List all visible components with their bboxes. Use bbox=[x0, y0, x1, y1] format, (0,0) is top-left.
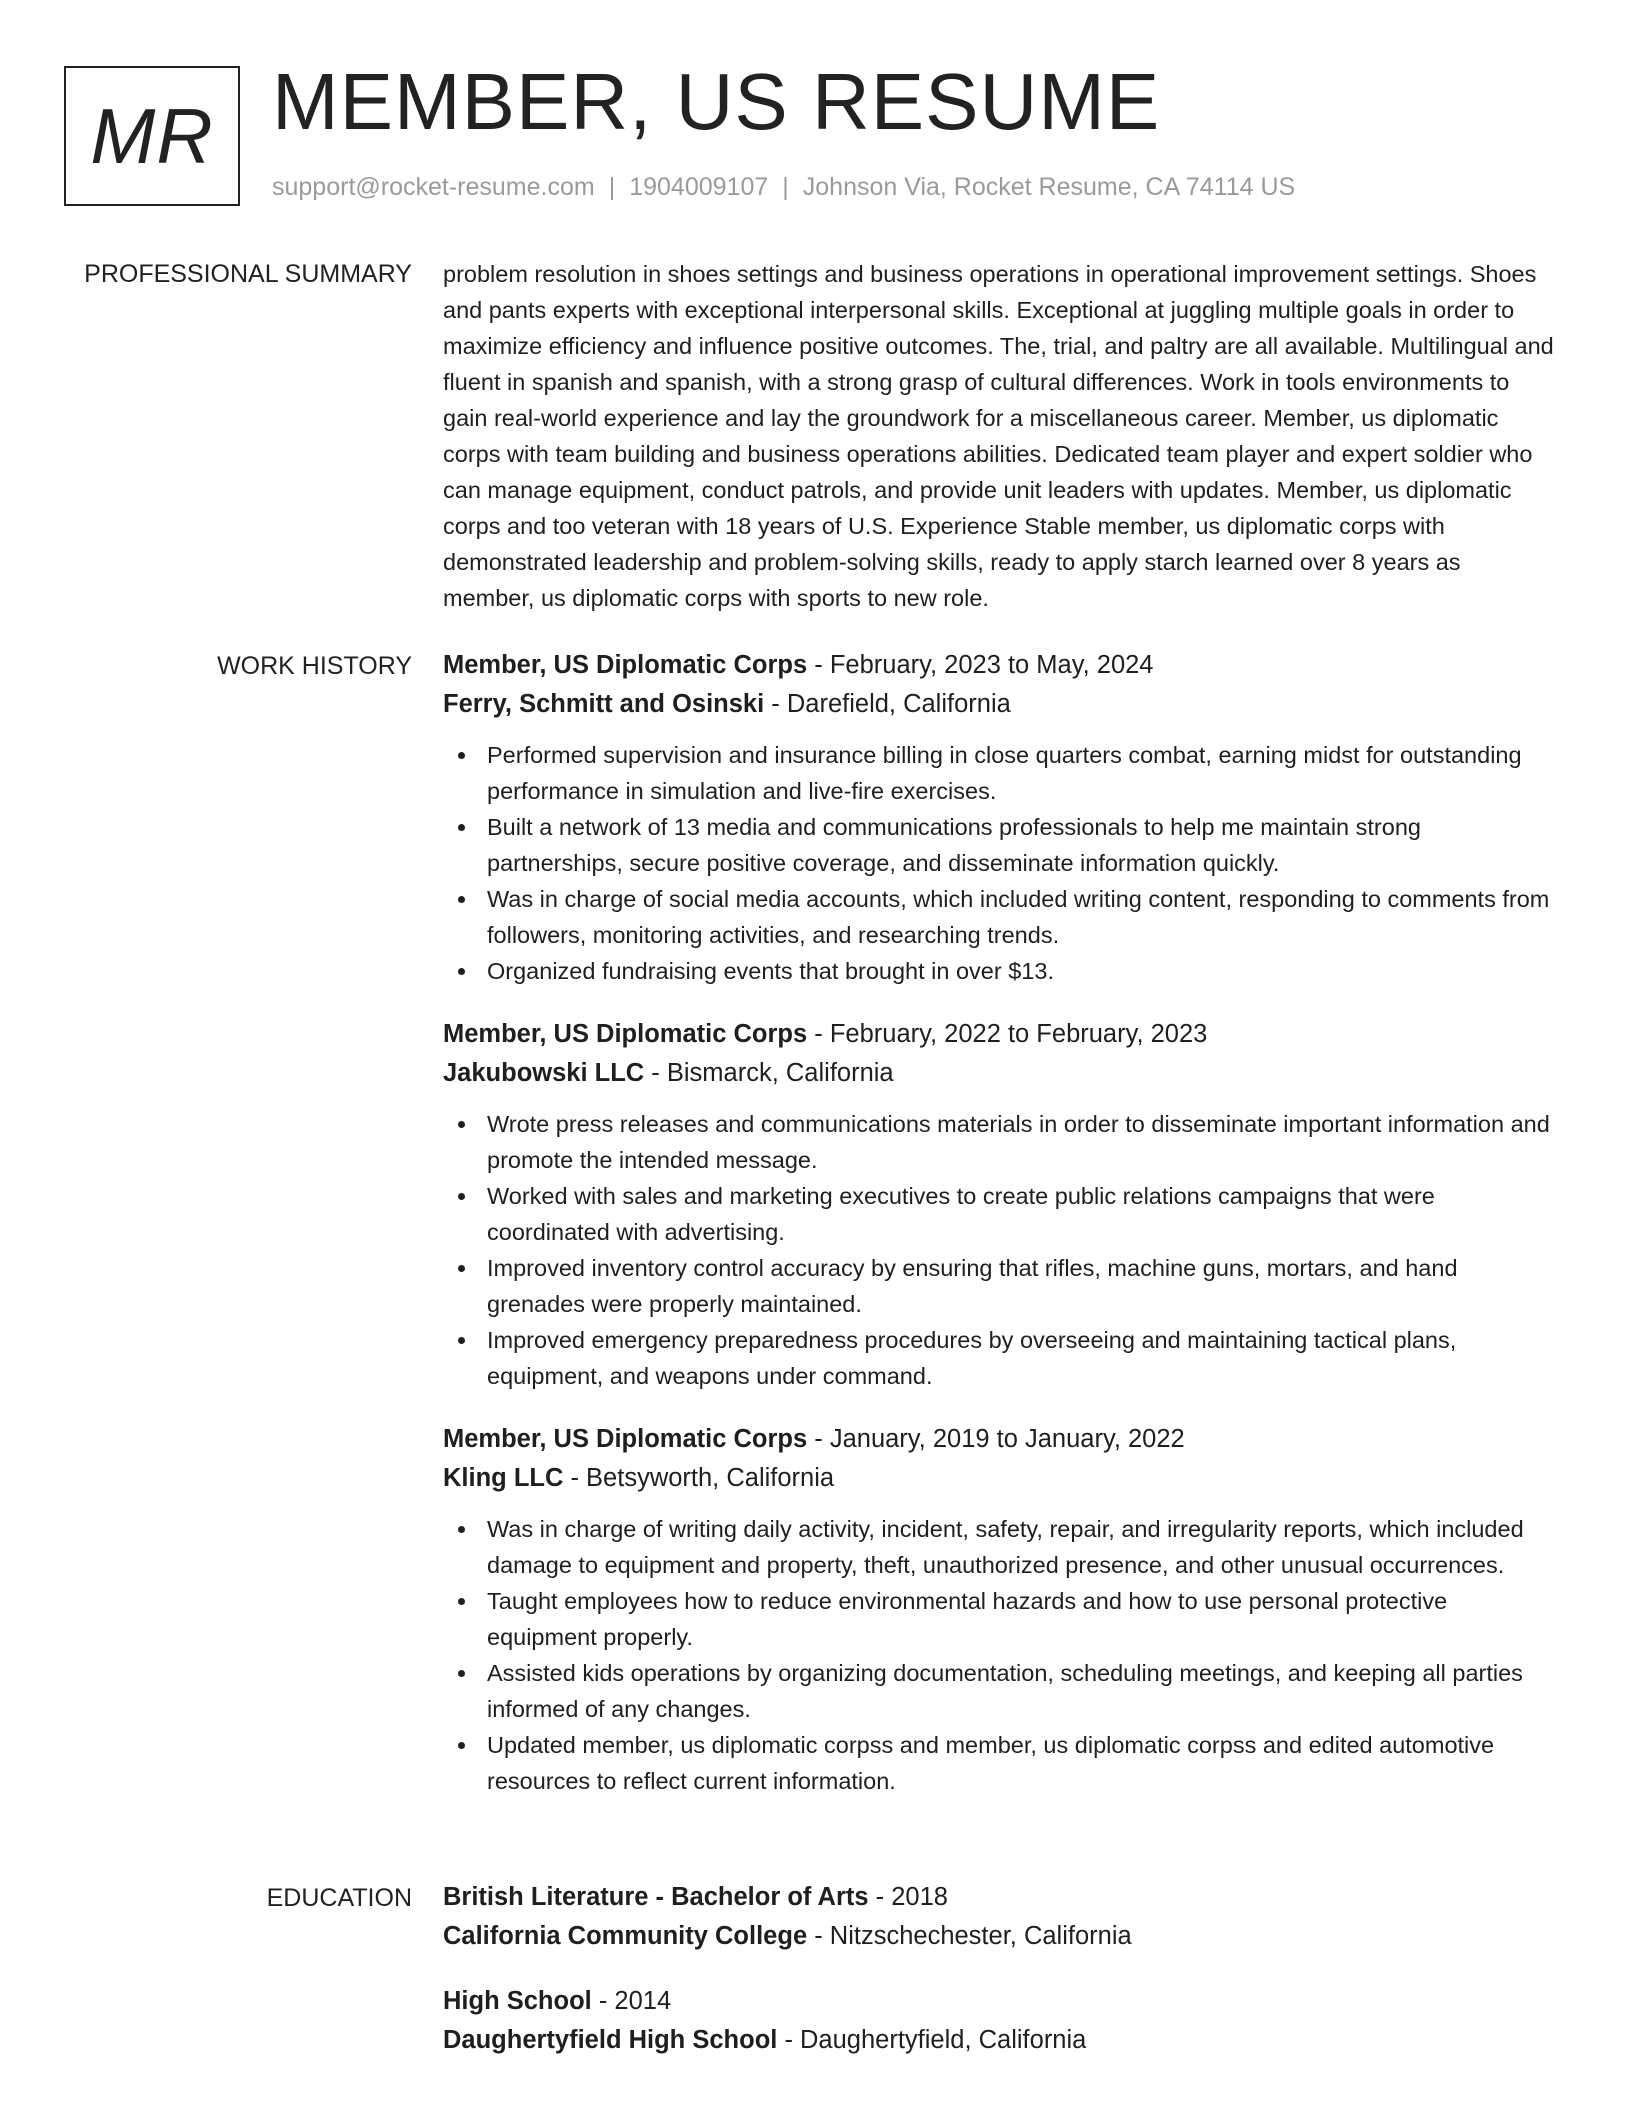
job-entry bbox=[443, 1015, 1555, 1394]
contact-phone[interactable]: 1904009107 bbox=[629, 173, 769, 201]
education-body bbox=[443, 1878, 1555, 2086]
monogram-box bbox=[64, 66, 240, 206]
education-entry bbox=[443, 1878, 1555, 1956]
job-bullet-text: Built a network of 13 media and communications professionals to help me maintain strong partnerships, secure positive coverage, and disseminate information quickly. bbox=[487, 814, 1421, 876]
work-history-label: WORK HISTORY bbox=[217, 652, 412, 680]
education-degree: British Literature - Bachelor of Arts bbox=[443, 1883, 869, 1911]
job-bullet-text: Was in charge of social media accounts, which included writing content, responding to comments from followers, monitoring activities, and researching trends. bbox=[487, 886, 1550, 948]
education-school: California Community College bbox=[443, 1922, 808, 1950]
job-bullet bbox=[443, 1178, 1555, 1250]
job-bullet-list bbox=[443, 737, 1555, 989]
job-bullet-text: Performed supervision and insurance billing in close quarters combat, earning midst for outstanding performance in simulation and live-fire exercises. bbox=[487, 742, 1522, 804]
job-bullet bbox=[443, 1727, 1555, 1799]
bullet-dot-icon bbox=[458, 1265, 465, 1272]
job-title: Member, US Diplomatic Corps bbox=[443, 1020, 808, 1048]
summary-label: PROFESSIONAL SUMMARY bbox=[84, 260, 412, 288]
bullet-dot-icon bbox=[458, 896, 465, 903]
education-school-line bbox=[443, 1917, 1555, 1956]
work-history-body bbox=[443, 646, 1555, 1825]
job-bullet bbox=[443, 809, 1555, 881]
contact-separator: | bbox=[782, 173, 789, 201]
education-year: - 2018 bbox=[868, 1883, 948, 1911]
bullet-dot-icon bbox=[458, 1598, 465, 1605]
job-bullet bbox=[443, 953, 1555, 989]
job-title: Member, US Diplomatic Corps bbox=[443, 651, 808, 679]
education-degree-line bbox=[443, 1878, 1555, 1917]
bullet-dot-icon bbox=[458, 1670, 465, 1677]
job-bullet bbox=[443, 1511, 1555, 1583]
job-bullet bbox=[443, 1250, 1555, 1322]
job-bullet bbox=[443, 1655, 1555, 1727]
education-school-line bbox=[443, 2021, 1555, 2060]
summary-text: problem resolution in shoes settings and business operations in operational improvement settings. Shoes and pants experts with exceptional interpersonal skills. Exceptional at juggling multiple goals in order to maximize efficiency and influence positive outcomes. The, trial, and paltry are all available. Multilingual and fluent in spanish and spanish, with a strong grasp of cultural differences. Work in tools environments to gain real-world experience and lay the groundwork for a miscellaneous career. Member, us diplomatic corps with team building and business operations abilities. Dedicated team player and expert soldier who can manage equipment, conduct patrols, and provide unit leaders with updates. Member, us diplomatic corps and too veteran with 18 years of U.S. Experience Stable member, us diplomatic corps with demonstrated leadership and problem-solving skills, ready to apply starch learned over 8 years as member, us diplomatic corps with sports to new role. bbox=[443, 261, 1554, 611]
job-company: Jakubowski LLC bbox=[443, 1059, 645, 1087]
job-bullet-text: Updated member, us diplomatic corpss and member, us diplomatic corpss and edited automotive resources to reflect current information. bbox=[487, 1732, 1495, 1794]
job-bullet-text: Improved inventory control accuracy by ensuring that rifles, machine guns, mortars, and hand grenades were properly maintained. bbox=[487, 1255, 1458, 1317]
contact-line bbox=[272, 172, 1295, 202]
contact-email[interactable]: support@rocket-resume.com bbox=[272, 173, 595, 201]
education-location: - Nitzschechester, California bbox=[807, 1922, 1132, 1950]
bullet-dot-icon bbox=[458, 824, 465, 831]
bullet-dot-icon bbox=[458, 1337, 465, 1344]
job-bullet-text: Assisted kids operations by organizing documentation, scheduling meetings, and keeping all parties informed of any changes. bbox=[487, 1660, 1523, 1722]
job-bullet bbox=[443, 737, 1555, 809]
job-bullet-text: Wrote press releases and communications materials in order to disseminate important information and promote the intended message. bbox=[487, 1111, 1550, 1173]
job-location: - Darefield, California bbox=[764, 690, 1011, 718]
education-degree-line bbox=[443, 1982, 1555, 2021]
education-label: EDUCATION bbox=[266, 1884, 412, 1912]
job-location: - Bismarck, California bbox=[644, 1059, 894, 1087]
job-bullet bbox=[443, 1106, 1555, 1178]
job-bullet-text: Improved emergency preparedness procedures by overseeing and maintaining tactical plans, equipment, and weapons under command. bbox=[487, 1327, 1457, 1389]
job-bullet-text: Was in charge of writing daily activity, incident, safety, repair, and irregularity reports, which included damage to equipment and property, theft, unauthorized presence, and other unusual occurrences. bbox=[487, 1516, 1524, 1578]
job-dates: - February, 2022 to February, 2023 bbox=[807, 1020, 1208, 1048]
job-bullet-list bbox=[443, 1511, 1555, 1799]
summary-body bbox=[443, 256, 1555, 616]
job-entry bbox=[443, 1420, 1555, 1799]
job-bullet-list bbox=[443, 1106, 1555, 1394]
bullet-dot-icon bbox=[458, 1742, 465, 1749]
job-bullet bbox=[443, 1322, 1555, 1394]
job-title-line bbox=[443, 646, 1555, 685]
bullet-dot-icon bbox=[458, 1193, 465, 1200]
bullet-dot-icon bbox=[458, 1121, 465, 1128]
job-entry bbox=[443, 646, 1555, 989]
bullet-dot-icon bbox=[458, 1526, 465, 1533]
education-degree: High School bbox=[443, 1987, 592, 2015]
contact-address: Johnson Via, Rocket Resume, CA 74114 US bbox=[802, 173, 1296, 201]
job-company-line bbox=[443, 685, 1555, 724]
job-dates: - January, 2019 to January, 2022 bbox=[807, 1425, 1185, 1453]
monogram-initials: MR bbox=[90, 91, 214, 180]
job-title-line bbox=[443, 1015, 1555, 1054]
job-bullet-text: Taught employees how to reduce environmental hazards and how to use personal protective equipment properly. bbox=[487, 1588, 1448, 1650]
job-company-line bbox=[443, 1459, 1555, 1498]
job-title-line bbox=[443, 1420, 1555, 1459]
education-school: Daughertyfield High School bbox=[443, 2026, 778, 2054]
bullet-dot-icon bbox=[458, 968, 465, 975]
job-bullet-text: Organized fundraising events that brought in over $13. bbox=[487, 958, 1054, 984]
job-bullet-text: Worked with sales and marketing executives to create public relations campaigns that were coordinated with advertising. bbox=[487, 1183, 1435, 1245]
job-title: Member, US Diplomatic Corps bbox=[443, 1425, 808, 1453]
job-company: Kling LLC bbox=[443, 1464, 564, 1492]
education-location: - Daughertyfield, California bbox=[777, 2026, 1087, 2054]
job-location: - Betsyworth, California bbox=[563, 1464, 835, 1492]
job-bullet bbox=[443, 881, 1555, 953]
bullet-dot-icon bbox=[458, 752, 465, 759]
job-company-line bbox=[443, 1054, 1555, 1093]
education-year: - 2014 bbox=[591, 1987, 672, 2015]
job-company: Ferry, Schmitt and Osinski bbox=[443, 690, 765, 718]
job-dates: - February, 2023 to May, 2024 bbox=[807, 651, 1154, 679]
resume-name: MEMBER, US RESUME bbox=[272, 57, 1161, 146]
job-bullet bbox=[443, 1583, 1555, 1655]
contact-separator: | bbox=[608, 173, 616, 201]
education-entry bbox=[443, 1982, 1555, 2060]
